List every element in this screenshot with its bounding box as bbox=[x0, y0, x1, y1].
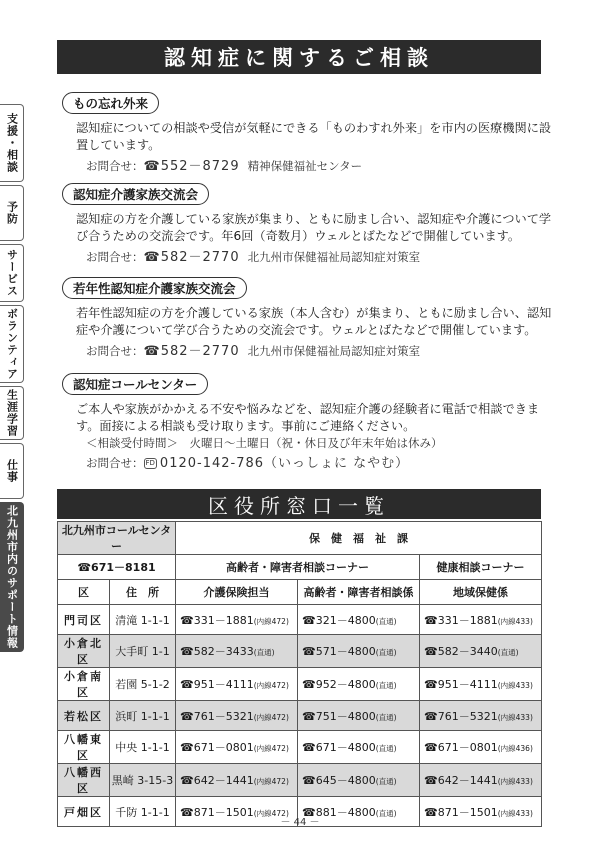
elder-tel[interactable] bbox=[298, 731, 420, 764]
tel-ext: (直通) bbox=[497, 648, 519, 657]
col-ward: 区 bbox=[58, 580, 110, 605]
tel-number: ☎321－4800 bbox=[302, 613, 376, 627]
tel-ext: (内線472) bbox=[253, 616, 289, 626]
address: 浜町 1-1-1 bbox=[110, 701, 176, 731]
elder-tel[interactable] bbox=[298, 668, 420, 701]
side-tab-label: 仕事 bbox=[5, 459, 19, 483]
ward-name: 若松区 bbox=[58, 701, 110, 731]
tel-ext: (内線433) bbox=[497, 681, 533, 690]
side-tab-label: ボランティア bbox=[5, 308, 19, 380]
tel-number: ☎645－4800 bbox=[302, 774, 376, 787]
side-tab-support[interactable] bbox=[0, 104, 24, 182]
address: 黒崎 3-15-3 bbox=[110, 764, 176, 797]
tel-number: ☎331－1881 bbox=[424, 613, 498, 627]
tel-number: ☎761－5321 bbox=[424, 709, 498, 723]
col-elder: 高齢者・障害者相談係 bbox=[298, 580, 420, 605]
col-address: 住 所 bbox=[110, 580, 176, 605]
tel-ext: (内線472) bbox=[253, 744, 289, 753]
tel-ext: (直通) bbox=[375, 681, 397, 690]
side-tab-label: 生涯学習 bbox=[5, 389, 19, 437]
tel-number: ☎761－5321 bbox=[180, 709, 254, 723]
contact-line bbox=[86, 246, 562, 265]
contact-tel[interactable]: ☎552－8729 bbox=[143, 159, 240, 174]
section-body: ご本人や家族がかかえる不安や悩みなどを、認知症介護の経験者に電話で相談できます。面接による相談も受け取ります。事前にご連絡ください。 bbox=[76, 402, 540, 433]
table-title: 区役所窓口一覧 bbox=[57, 489, 541, 519]
corner-health-header: 健康相談コーナー bbox=[420, 555, 542, 580]
tel-ext: (直通) bbox=[375, 616, 397, 626]
tel-ext: (直通) bbox=[253, 648, 275, 657]
side-tab-lifelong-learning[interactable] bbox=[0, 386, 24, 440]
tel-number: ☎871－1501 bbox=[180, 805, 254, 819]
section-family-meeting bbox=[62, 183, 562, 265]
contact-org: 精神保健福祉センター bbox=[247, 159, 363, 173]
section-body: 認知症の方を介護している家族が集まり、ともに励まし合い、認知症や介護について学び合うための交流会です。年6回（奇数月）ウェルとばたなどで開催しています。 bbox=[76, 212, 552, 243]
contact-prefix: お問合せ： bbox=[86, 456, 144, 470]
tel-ext: (内線433) bbox=[497, 808, 533, 818]
care-tel[interactable] bbox=[176, 731, 298, 764]
tel-ext: (直通) bbox=[375, 712, 397, 722]
address: 清滝 1-1-1 bbox=[110, 605, 176, 635]
tel-ext: (内線472) bbox=[253, 777, 289, 786]
table-row bbox=[58, 731, 542, 764]
ward-name: 小倉北区 bbox=[58, 635, 110, 668]
elder-tel[interactable] bbox=[298, 635, 420, 668]
tel-number: ☎951－4111 bbox=[424, 678, 498, 691]
tel-ext: (直通) bbox=[375, 808, 397, 818]
side-tab-prevention[interactable] bbox=[0, 185, 24, 241]
health-tel[interactable] bbox=[420, 605, 542, 635]
side-tab-kitakyushu-support[interactable] bbox=[0, 502, 24, 652]
side-tab-label: 北九州市内のサポート情報 bbox=[5, 505, 19, 649]
table-row bbox=[58, 764, 542, 797]
dept-header: 保 健 福 祉 課 bbox=[176, 522, 542, 555]
tel-ext: (内線433) bbox=[497, 712, 533, 722]
contact-prefix: お問合せ： bbox=[86, 344, 144, 358]
tel-number: ☎951－4111 bbox=[180, 678, 254, 691]
table-row bbox=[58, 605, 542, 635]
tel-number: ☎751－4800 bbox=[302, 709, 376, 723]
care-tel[interactable] bbox=[176, 764, 298, 797]
tel-number: ☎671－0801 bbox=[424, 741, 498, 754]
contact-line bbox=[86, 452, 562, 471]
hours: ＜相談受付時間＞ 火曜日～土曜日（祝・休日及び年末年始は休み） bbox=[86, 436, 443, 450]
page-number: － 44 － bbox=[280, 817, 320, 828]
care-tel[interactable] bbox=[176, 701, 298, 731]
section-label: 若年性認知症介護家族交流会 bbox=[62, 277, 247, 299]
address: 千防 1-1-1 bbox=[110, 797, 176, 827]
corner-elder-header: 高齢者・障害者相談コーナー bbox=[176, 555, 420, 580]
care-tel[interactable] bbox=[176, 668, 298, 701]
elder-tel[interactable] bbox=[298, 701, 420, 731]
tel-ext: (直通) bbox=[375, 648, 397, 657]
health-tel[interactable] bbox=[420, 731, 542, 764]
side-tab-label: 支援・相談 bbox=[5, 113, 19, 173]
side-tab-label: 予防 bbox=[5, 201, 19, 225]
section-label: もの忘れ外来 bbox=[62, 92, 159, 114]
tel-number: ☎952－4800 bbox=[302, 678, 376, 691]
contact-line bbox=[86, 155, 562, 174]
tel-number: ☎881－4800 bbox=[302, 805, 376, 819]
section-label: 認知症介護家族交流会 bbox=[62, 183, 209, 205]
elder-tel[interactable] bbox=[298, 764, 420, 797]
col-care: 介護保険担当 bbox=[176, 580, 298, 605]
section-young-onset-meeting bbox=[62, 277, 562, 359]
section-body: 若年性認知症の方を介護している家族（本人含む）が集まり、ともに励まし合い、認知症や介護について学び合うための交流会です。ウェルとばたなどで開催しています。 bbox=[76, 306, 552, 337]
side-tab-volunteer[interactable] bbox=[0, 305, 24, 383]
tel-number: ☎671－0801 bbox=[180, 741, 254, 754]
address: 若園 5-1-2 bbox=[110, 668, 176, 701]
table-row bbox=[58, 701, 542, 731]
ward-name: 小倉南区 bbox=[58, 668, 110, 701]
side-tabs bbox=[0, 104, 28, 655]
side-tab-label: サービス bbox=[5, 249, 19, 297]
ward-name: 戸畑区 bbox=[58, 797, 110, 827]
tel-ext: (内線433) bbox=[497, 777, 533, 786]
side-tab-service[interactable] bbox=[0, 244, 24, 302]
tel-ext: (直通) bbox=[375, 744, 397, 753]
call-center-tel[interactable]: ☎671－8181 bbox=[58, 555, 176, 580]
section-body: 認知症についての相談や受信が気軽にできる「ものわすれ外来」を市内の医療機関に設置しています。 bbox=[76, 121, 552, 152]
address: 中央 1-1-1 bbox=[110, 731, 176, 764]
elder-tel[interactable] bbox=[298, 605, 420, 635]
tel-ext: (直通) bbox=[375, 777, 397, 786]
tel-ext: (内線436) bbox=[497, 744, 533, 753]
address: 大手町 1-1 bbox=[110, 635, 176, 668]
tel-ext: (内線433) bbox=[497, 616, 533, 626]
contact-tel[interactable]: 0120-142-786（いっしょに なやむ） bbox=[159, 456, 410, 471]
contact-tel[interactable]: ☎582－2770 bbox=[143, 250, 240, 265]
freedial-icon: FD bbox=[145, 459, 155, 467]
ward-name: 八幡東区 bbox=[58, 731, 110, 764]
contact-line bbox=[86, 340, 562, 359]
ward-office-table bbox=[57, 521, 542, 827]
health-tel[interactable] bbox=[420, 701, 542, 731]
ward-name: 八幡西区 bbox=[58, 764, 110, 797]
contact-prefix: お問合せ： bbox=[86, 250, 144, 264]
table-row bbox=[58, 635, 542, 668]
contact-org: 北九州市保健福祉局認知症対策室 bbox=[247, 250, 421, 264]
health-tel[interactable] bbox=[420, 668, 542, 701]
tel-number: ☎642－1441 bbox=[424, 774, 498, 787]
contact-org: 北九州市保健福祉局認知症対策室 bbox=[247, 344, 421, 358]
tel-number: ☎671－4800 bbox=[302, 741, 376, 754]
tel-number: ☎871－1501 bbox=[424, 805, 498, 819]
section-memory-clinic bbox=[62, 92, 562, 174]
health-tel[interactable] bbox=[420, 764, 542, 797]
tel-number: ☎582－3433 bbox=[180, 645, 254, 658]
tel-number: ☎331－1881 bbox=[180, 613, 254, 627]
care-tel[interactable] bbox=[176, 635, 298, 668]
tel-ext: (内線472) bbox=[253, 712, 289, 722]
contact-prefix: お問合せ： bbox=[86, 159, 144, 173]
page-title: 認知症に関するご相談 bbox=[57, 40, 541, 74]
section-call-center bbox=[62, 373, 562, 471]
side-tab-work[interactable] bbox=[0, 443, 24, 499]
table-row bbox=[58, 668, 542, 701]
tel-ext: (内線472) bbox=[253, 681, 289, 690]
tel-ext: (内線472) bbox=[253, 808, 289, 818]
call-center-name: 北九州市コールセンター bbox=[58, 522, 176, 555]
care-tel[interactable] bbox=[176, 605, 298, 635]
section-label: 認知症コールセンター bbox=[62, 373, 208, 395]
tel-number: ☎642－1441 bbox=[180, 774, 254, 787]
ward-name: 門司区 bbox=[58, 605, 110, 635]
health-tel[interactable] bbox=[420, 635, 542, 668]
contact-tel[interactable]: ☎582－2770 bbox=[143, 344, 240, 359]
col-health: 地域保健係 bbox=[420, 580, 542, 605]
tel-number: ☎582－3440 bbox=[424, 645, 498, 658]
tel-number: ☎571－4800 bbox=[302, 645, 376, 658]
